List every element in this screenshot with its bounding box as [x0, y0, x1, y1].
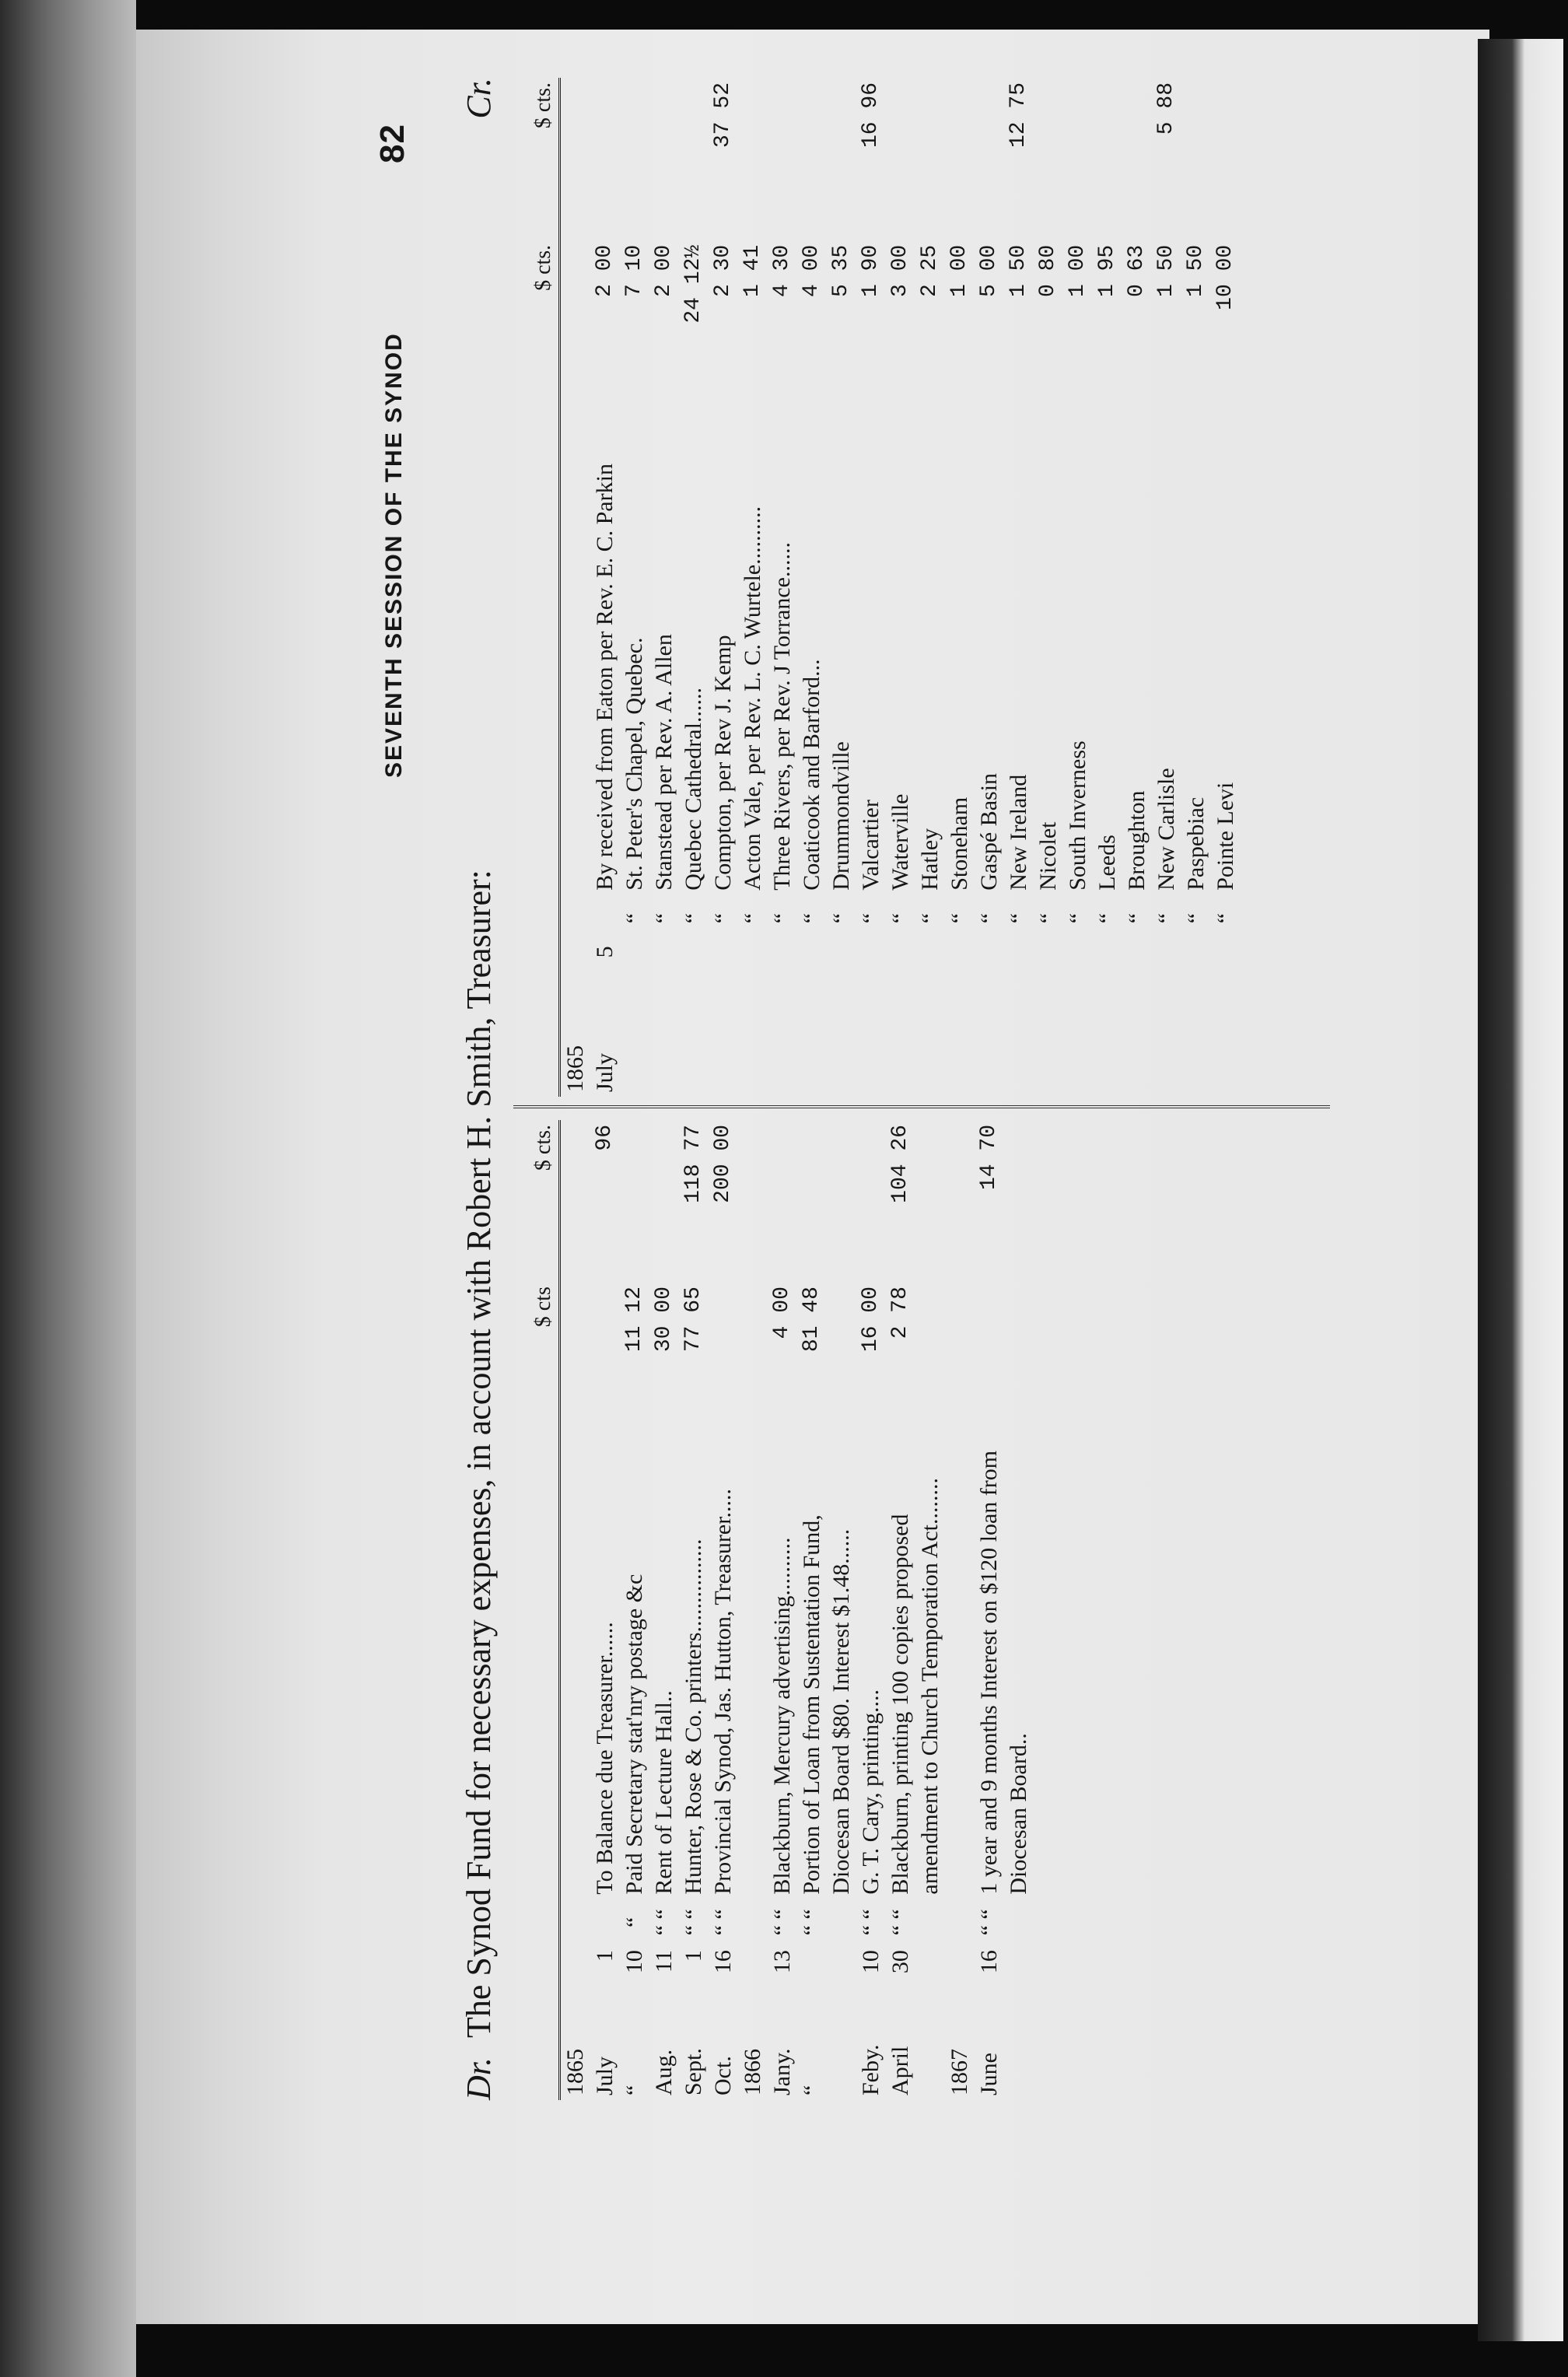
entry-date	[1152, 988, 1181, 1097]
entry-amt	[709, 1282, 738, 1426]
entry-amt: 4 30	[770, 244, 794, 298]
entry-tot	[1211, 78, 1241, 240]
entry-tot	[886, 78, 915, 240]
entry-desc: Paid Secretary stat'nry postage &c	[621, 1574, 647, 1895]
entry-amt: 0 63	[1125, 244, 1149, 298]
entry-date	[679, 988, 709, 1097]
entry-q: “	[799, 912, 824, 924]
entry-date	[738, 988, 768, 1097]
entry-q: “	[1213, 912, 1238, 924]
entry-desc: Leeds	[1094, 835, 1120, 891]
right-entry-row	[679, 78, 709, 1097]
entry-date	[649, 988, 679, 1097]
entry-day	[738, 941, 768, 988]
entry-day	[649, 941, 679, 988]
entry-amt: 1 00	[1066, 244, 1090, 298]
entry-day	[1093, 941, 1122, 988]
entry-tot	[649, 78, 679, 240]
entry-day: 16	[710, 1950, 736, 1974]
entry-amt: 2 00	[593, 244, 617, 298]
entry-tot	[649, 1120, 679, 1282]
entry-q: “ “	[976, 1909, 1002, 1936]
entry-date: 1865	[562, 2049, 588, 2095]
entry-desc: By received from Eaton per Rev. E. C. Parkin	[592, 464, 618, 891]
entry-q	[945, 1899, 975, 1945]
entry-tot: 16 96	[859, 82, 883, 149]
entry-amt: 1 95	[1095, 244, 1119, 298]
entry-desc: Three Rivers, per Rev. J Torrance......	[769, 542, 795, 891]
left-entry-row	[856, 1120, 886, 2100]
entry-desc: Acton Vale, per Rev. L. C. Wurtele..........	[740, 506, 765, 891]
left-entry-row	[886, 1120, 945, 2100]
entry-day	[945, 941, 975, 988]
total-header: $ cts.	[529, 1120, 560, 1282]
entry-date: Jany.	[769, 2048, 795, 2095]
entry-tot: 12 75	[1006, 82, 1031, 149]
entry-q: “	[858, 912, 884, 924]
entry-desc	[945, 1426, 975, 1899]
entry-day	[768, 941, 797, 988]
right-entry-row	[886, 78, 915, 1097]
entry-date	[975, 988, 1004, 1097]
column-divider	[513, 1105, 1330, 1108]
entry-amt	[590, 1282, 620, 1426]
left-entry-row	[679, 1120, 709, 2100]
entry-date	[1211, 988, 1241, 1097]
entry-tot: 14 70	[977, 1125, 1001, 1191]
entry-desc: Provincial Synod, Jas. Hutton, Treasurer.....	[710, 1488, 736, 1895]
right-entry-row	[1034, 78, 1063, 1097]
entry-tot: 118 77	[681, 1125, 705, 1203]
entry-amt	[975, 1282, 1034, 1426]
rotated-page	[366, 78, 1377, 2100]
entry-day	[1004, 941, 1034, 988]
entry-q: “	[1183, 912, 1209, 924]
entry-q: “ “	[681, 1909, 706, 1936]
entry-tot	[679, 78, 709, 240]
entry-desc: Quebec Cathedral......	[681, 688, 706, 891]
entry-date	[768, 988, 797, 1097]
entry-tot	[738, 1120, 768, 1282]
entry-day: 30	[887, 1950, 913, 1974]
entry-day: 10	[621, 1950, 647, 1974]
entry-tot	[945, 78, 975, 240]
account-heading: The Synod Fund for necessary expenses, in account with Robert H. Smith, Treasurer:	[460, 870, 498, 2038]
entry-day	[1211, 941, 1241, 988]
entry-day: 1	[681, 1950, 706, 1962]
left-entry-row	[590, 1120, 620, 2100]
entry-amt: 1 50	[1154, 244, 1178, 298]
entry-tot	[738, 78, 768, 240]
right-entry-row	[1093, 78, 1122, 1097]
right-entry-row	[1181, 78, 1211, 1097]
entry-tot	[1122, 78, 1152, 240]
entry-desc: Blackburn, printing 100 copies proposed amendment to Church Temporation Act........	[887, 1478, 943, 1895]
right-entry-row	[1122, 78, 1152, 1097]
entry-q: “ “	[651, 1909, 677, 1936]
right-entry-row	[915, 78, 945, 1097]
entry-q	[738, 1899, 768, 1945]
right-entry-row	[620, 78, 649, 1097]
entry-desc: South Inverness	[1065, 740, 1090, 891]
entry-amt	[945, 1282, 975, 1426]
entry-tot	[768, 78, 797, 240]
entry-q	[560, 895, 591, 942]
entry-q: “ “	[710, 1909, 736, 1936]
entry-tot	[797, 78, 827, 240]
left-entry-row	[797, 1120, 856, 2100]
debit-label: Dr.	[460, 2057, 498, 2100]
debit-table	[529, 1120, 1034, 2100]
entry-date: Aug.	[651, 2049, 677, 2095]
entry-q: “	[1006, 912, 1031, 924]
entry-date	[620, 988, 649, 1097]
entry-q: “	[976, 912, 1002, 924]
entry-amt: 7 10	[622, 244, 646, 298]
entry-tot	[945, 1120, 975, 1282]
right-entry-row	[856, 78, 886, 1097]
entry-q: “	[887, 912, 913, 924]
entry-date	[856, 988, 886, 1097]
entry-tot	[915, 78, 945, 240]
entry-q: “	[828, 912, 854, 924]
entry-amt: 16 00	[859, 1287, 883, 1353]
entry-amt: 30 00	[652, 1287, 676, 1353]
entry-date: Feby.	[858, 2044, 884, 2095]
entry-day	[1063, 941, 1093, 988]
entry-q	[590, 1899, 620, 1945]
credit-label: Cr.	[460, 78, 498, 119]
entry-day	[797, 1945, 856, 1991]
book-spine-shadow	[0, 0, 136, 2377]
entry-day	[886, 941, 915, 988]
entry-date	[1093, 988, 1122, 1097]
entry-amt: 3 00	[888, 244, 912, 298]
entry-day	[560, 1945, 591, 1991]
entry-tot	[797, 1120, 856, 1282]
entry-day	[679, 941, 709, 988]
entry-tot	[1034, 78, 1063, 240]
entry-desc: Compton, per Rev J. Kemp	[710, 635, 736, 891]
entry-desc: Stanstead per Rev. A. Allen	[651, 634, 677, 891]
entry-q: “	[621, 1917, 647, 1927]
entry-amt: 11 12	[622, 1287, 646, 1353]
entry-q: “ “	[887, 1909, 913, 1936]
entry-desc: New Carlisle	[1153, 768, 1179, 891]
entry-amt: 24 12½	[681, 244, 705, 324]
entry-amt: 4 00	[770, 1287, 794, 1339]
entry-date: July	[592, 1052, 618, 1092]
entry-tot	[1181, 78, 1211, 240]
entry-date	[1122, 988, 1152, 1097]
entry-desc: St. Peter's Chapel, Quebec.	[621, 637, 647, 891]
entry-date	[827, 988, 856, 1097]
entry-desc: Gaspé Basin	[976, 772, 1002, 891]
entry-tot	[856, 1120, 886, 1282]
entry-day: 16	[976, 1950, 1002, 1974]
entry-amt: 2 30	[711, 244, 735, 298]
entry-amt: 1 50	[1184, 244, 1208, 298]
entry-day	[1181, 941, 1211, 988]
entry-desc: 1 year and 9 months Interest on $120 loan from Diocesan Board..	[976, 1450, 1031, 1895]
entry-day: 5	[592, 946, 618, 958]
entry-day: 11	[651, 1950, 677, 1973]
entry-q: “	[1065, 912, 1090, 924]
entry-q: “	[710, 912, 736, 924]
entry-day	[797, 941, 827, 988]
entry-tot	[975, 78, 1004, 240]
entry-q: “	[681, 912, 706, 924]
left-entry-row	[975, 1120, 1034, 2100]
entry-desc: Stoneham	[947, 796, 972, 891]
right-entry-row	[797, 78, 827, 1097]
entry-desc: Rent of Lecture Hall..	[651, 1690, 677, 1895]
entry-date	[915, 988, 945, 1097]
entry-amt	[738, 1282, 768, 1426]
entry-amt: 2 25	[918, 244, 942, 298]
left-entry-row	[768, 1120, 797, 2100]
entry-tot	[768, 1120, 797, 1282]
entry-q: “	[947, 912, 972, 924]
entry-date: 1866	[740, 2049, 765, 2095]
entry-desc: Drummondville	[828, 741, 854, 891]
entry-q: “ “	[769, 1909, 795, 1936]
entry-date	[886, 988, 915, 1097]
entry-amt: 4 00	[800, 244, 824, 298]
entry-tot	[560, 78, 591, 240]
right-entry-row	[1004, 78, 1034, 1097]
entry-day	[856, 941, 886, 988]
entry-day	[1034, 941, 1063, 988]
entry-desc: Hunter, Rose & Co. printers................	[681, 1539, 706, 1895]
right-entry-row	[649, 78, 679, 1097]
left-entry-row	[738, 1120, 768, 2100]
entry-desc: To Balance due Treasurer......	[592, 1622, 618, 1895]
entry-date: June	[976, 2053, 1002, 2095]
right-entry-row	[709, 78, 738, 1097]
right-entry-row	[827, 78, 856, 1097]
entry-desc: Nicolet	[1035, 821, 1061, 891]
entry-tot	[1093, 78, 1122, 240]
entry-q: “	[740, 912, 765, 924]
left-entry-row	[709, 1120, 738, 2100]
entry-tot	[590, 78, 620, 240]
right-entry-row	[560, 78, 591, 1097]
entry-q: “	[1124, 912, 1150, 924]
entry-tot	[560, 1120, 591, 1282]
entry-amt: 5 35	[829, 244, 853, 298]
right-entry-row	[975, 78, 1004, 1097]
entry-day	[1152, 941, 1181, 988]
running-header: SEVENTH SESSION OF THE SYNOD	[381, 332, 407, 778]
credit-table	[529, 78, 1241, 1097]
amount-header: $ cts.	[529, 240, 560, 385]
entry-amt: 10 00	[1213, 244, 1237, 310]
entry-desc: Broughton	[1124, 790, 1150, 891]
entry-desc: Valcartier	[858, 800, 884, 891]
entry-q: “	[769, 912, 795, 924]
left-entry-row	[620, 1120, 649, 2100]
entry-desc: Waterville	[887, 793, 913, 891]
entry-desc	[560, 385, 591, 895]
entry-day	[560, 941, 591, 988]
entry-amt: 1 41	[740, 244, 765, 298]
entry-amt: 1 90	[859, 244, 883, 298]
total-header: $ cts.	[529, 78, 560, 240]
entry-q: “ “	[858, 1909, 884, 1936]
right-entry-row	[768, 78, 797, 1097]
entry-amt: 0 80	[1036, 244, 1060, 298]
entry-amt	[560, 240, 591, 385]
entry-tot: 5 88	[1154, 82, 1178, 135]
entry-amt: 1 50	[1006, 244, 1031, 298]
entry-date	[1181, 988, 1211, 1097]
entry-desc: G. T. Cary, printing....	[858, 1689, 884, 1895]
entry-amt: 1 00	[947, 244, 971, 298]
entry-q: “	[1035, 912, 1061, 924]
entry-amt: 5 00	[977, 244, 1001, 298]
entry-date	[945, 988, 975, 1097]
right-entry-row	[1211, 78, 1241, 1097]
entry-desc: Coaticook and Barford...	[799, 659, 824, 891]
right-entry-row	[738, 78, 768, 1097]
entry-desc: Hatley	[917, 828, 943, 891]
entry-date	[1063, 988, 1093, 1097]
entry-tot	[620, 78, 649, 240]
right-entry-row	[1063, 78, 1093, 1097]
entry-day	[945, 1945, 975, 1991]
entry-date: Sept.	[681, 2048, 706, 2095]
entry-desc	[560, 1426, 591, 1899]
entry-date: July	[592, 2056, 618, 2095]
left-entry-row	[649, 1120, 679, 2100]
entry-day	[915, 941, 945, 988]
entry-date: “	[799, 2085, 824, 2095]
amount-header: $ cts	[529, 1282, 560, 1426]
page-number: 82	[373, 124, 411, 163]
entry-amt: 81 48	[800, 1287, 824, 1353]
entry-q: “	[1094, 912, 1120, 924]
entry-tot	[1063, 78, 1093, 240]
entry-day: 10	[858, 1950, 884, 1974]
entry-desc: Paspebiac	[1183, 796, 1209, 891]
entry-q	[590, 895, 620, 942]
right-entry-row	[1152, 78, 1181, 1097]
left-entry-row	[945, 1120, 975, 2100]
entry-q: “ “	[799, 1909, 824, 1936]
entry-date	[797, 988, 827, 1097]
entry-tot: 104 26	[888, 1125, 912, 1203]
entry-amt: 77 65	[681, 1287, 705, 1353]
entry-tot	[620, 1120, 649, 1282]
entry-date: 1865	[562, 1045, 588, 1092]
right-entry-row	[945, 78, 975, 1097]
entry-date	[709, 988, 738, 1097]
entry-day	[620, 941, 649, 988]
entry-date: April	[887, 2046, 913, 2095]
entry-desc: Pointe Levi	[1213, 782, 1238, 891]
facing-page-edge	[1478, 39, 1563, 2341]
entry-day	[827, 941, 856, 988]
entry-day	[738, 1945, 768, 1991]
entry-day	[1122, 941, 1152, 988]
entry-desc: Blackburn, Mercury advertising..........	[769, 1537, 795, 1895]
entry-tot: 200 00	[711, 1125, 735, 1203]
left-entry-row	[560, 1120, 591, 2100]
entry-date: Oct.	[710, 2056, 736, 2095]
entry-amt: 2 78	[888, 1287, 912, 1339]
entry-day: 13	[769, 1950, 795, 1974]
entry-date	[1034, 988, 1063, 1097]
entry-amt: 2 00	[652, 244, 676, 298]
entry-desc: Portion of Loan from Sustentation Fund, Diocesan Board $80. Interest $1.48......	[799, 1514, 854, 1895]
entry-amt	[560, 1282, 591, 1426]
entry-q: “	[651, 912, 677, 924]
entry-day: 1	[592, 1950, 618, 1962]
entry-desc	[738, 1426, 768, 1899]
entry-q: “	[917, 912, 943, 924]
entry-q: “	[1153, 912, 1179, 924]
entry-q: “	[621, 912, 647, 924]
entry-tot: 96	[593, 1125, 617, 1151]
entry-day	[975, 941, 1004, 988]
entry-tot: 37 52	[711, 82, 735, 149]
entry-date: 1867	[947, 2049, 972, 2095]
entry-desc: New Ireland	[1006, 774, 1031, 891]
entry-day	[709, 941, 738, 988]
entry-tot	[827, 78, 856, 240]
entry-q	[560, 1899, 591, 1945]
right-entry-row	[590, 78, 620, 1097]
entry-date: “	[621, 2085, 647, 2095]
entry-date	[1004, 988, 1034, 1097]
